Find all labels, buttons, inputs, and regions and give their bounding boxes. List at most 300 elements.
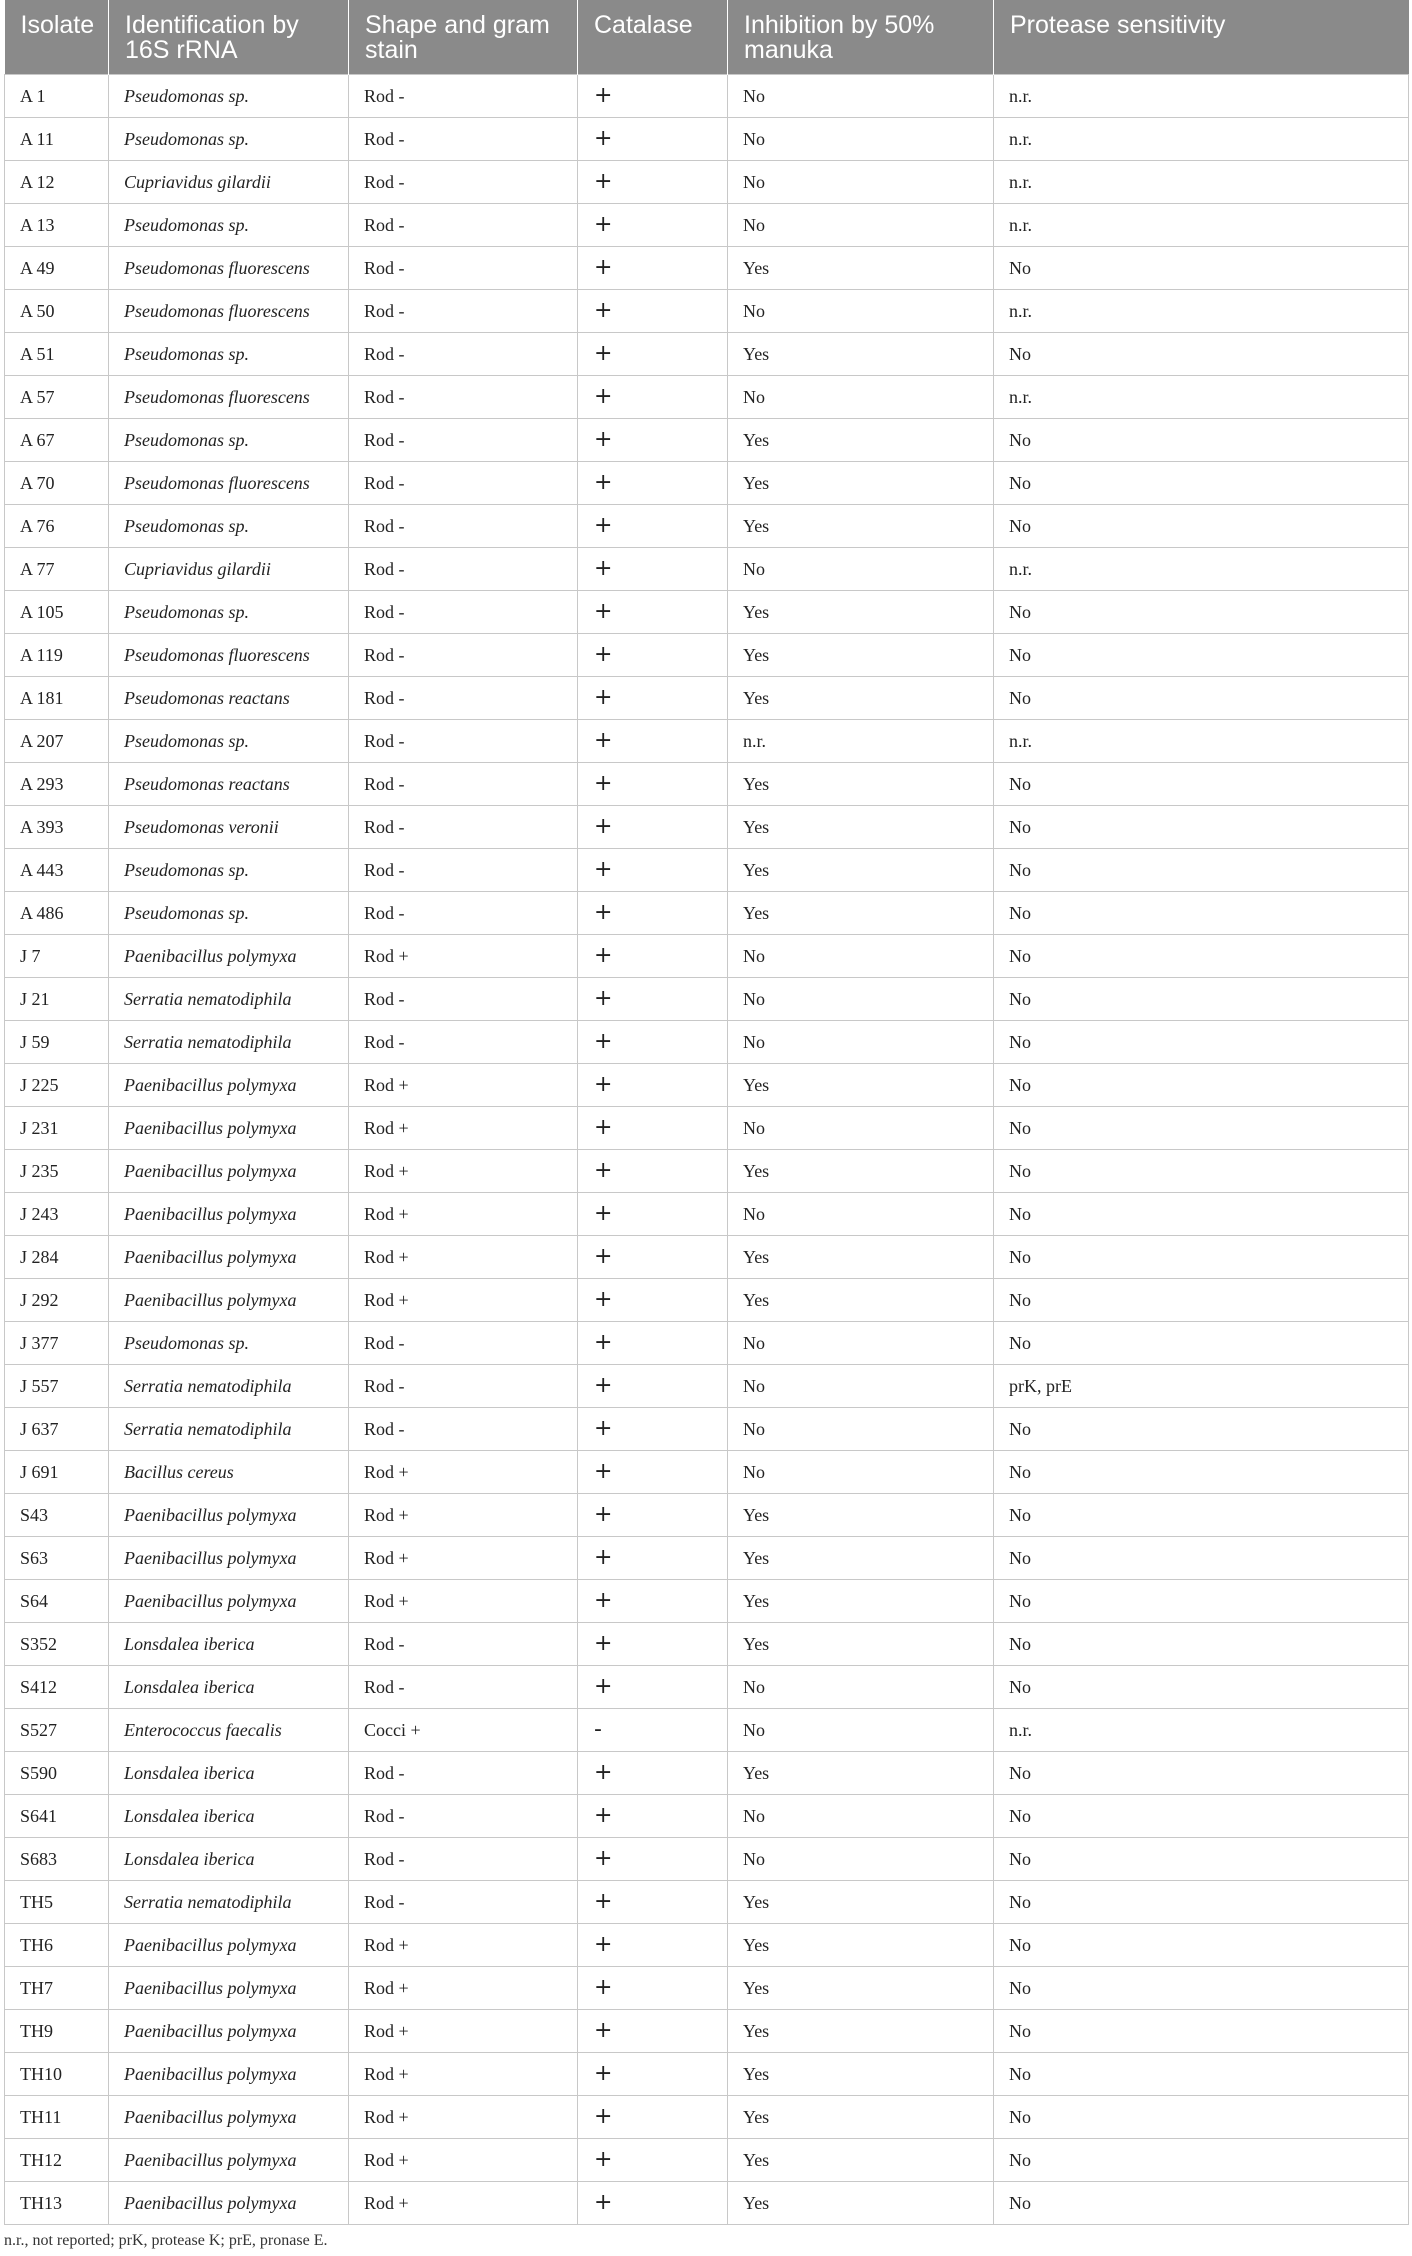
catalase-cell: + (578, 977, 728, 1020)
inhibition-cell: Yes (728, 461, 994, 504)
isolate-cell: TH7 (5, 1966, 109, 2009)
isolate-cell: S527 (5, 1708, 109, 1751)
protease-cell: No (994, 1493, 1409, 1536)
species-cell: Paenibacillus polymyxa (109, 934, 349, 977)
protease-cell: No (994, 934, 1409, 977)
isolate-cell: J 243 (5, 1192, 109, 1235)
inhibition-cell: Yes (728, 633, 994, 676)
shape-gram-cell: Rod - (349, 719, 578, 762)
table-row (5, 633, 1409, 676)
protease-cell: No (994, 1063, 1409, 1106)
species-cell: Paenibacillus polymyxa (109, 2138, 349, 2181)
species-cell: Pseudomonas sp. (109, 891, 349, 934)
isolate-cell: S352 (5, 1622, 109, 1665)
table-body (5, 74, 1409, 2224)
protease-cell: No (994, 1751, 1409, 1794)
shape-gram-cell: Rod - (349, 1880, 578, 1923)
table-row (5, 1837, 1409, 1880)
shape-gram-cell: Rod + (349, 1493, 578, 1536)
catalase-cell: + (578, 332, 728, 375)
shape-gram-cell: Rod + (349, 2009, 578, 2052)
table-row (5, 1751, 1409, 1794)
table-row (5, 1278, 1409, 1321)
inhibition-cell: No (728, 977, 994, 1020)
isolate-cell: S43 (5, 1493, 109, 1536)
catalase-cell: + (578, 1407, 728, 1450)
isolate-cell: J 557 (5, 1364, 109, 1407)
species-cell: Cupriavidus gilardii (109, 547, 349, 590)
shape-gram-cell: Rod + (349, 1450, 578, 1493)
species-cell: Pseudomonas sp. (109, 590, 349, 633)
isolate-cell: J 21 (5, 977, 109, 1020)
catalase-cell: + (578, 1751, 728, 1794)
isolate-cell: J 231 (5, 1106, 109, 1149)
inhibition-cell: No (728, 1364, 994, 1407)
protease-cell: No (994, 590, 1409, 633)
isolate-cell: TH9 (5, 2009, 109, 2052)
catalase-cell: + (578, 934, 728, 977)
inhibition-cell: No (728, 1106, 994, 1149)
species-cell: Serratia nematodiphila (109, 1020, 349, 1063)
species-cell: Serratia nematodiphila (109, 977, 349, 1020)
catalase-cell: + (578, 246, 728, 289)
table-row (5, 418, 1409, 461)
shape-gram-cell: Rod - (349, 504, 578, 547)
inhibition-cell: Yes (728, 848, 994, 891)
isolate-cell: J 691 (5, 1450, 109, 1493)
shape-gram-cell: Rod + (349, 1235, 578, 1278)
table-row (5, 719, 1409, 762)
protease-cell: No (994, 504, 1409, 547)
shape-gram-cell: Rod - (349, 1020, 578, 1063)
inhibition-cell: Yes (728, 590, 994, 633)
table-row (5, 547, 1409, 590)
shape-gram-cell: Rod - (349, 1837, 578, 1880)
protease-cell: No (994, 418, 1409, 461)
header-catalase: Catalase (578, 0, 728, 74)
inhibition-cell: No (728, 547, 994, 590)
protease-cell: No (994, 1536, 1409, 1579)
shape-gram-cell: Rod + (349, 1966, 578, 2009)
inhibition-cell: No (728, 160, 994, 203)
species-cell: Pseudomonas sp. (109, 418, 349, 461)
isolate-cell: S412 (5, 1665, 109, 1708)
inhibition-cell: Yes (728, 1493, 994, 1536)
header-inhibition: Inhibition by 50% manuka (728, 0, 994, 74)
shape-gram-cell: Rod + (349, 2095, 578, 2138)
protease-cell: No (994, 2138, 1409, 2181)
shape-gram-cell: Rod - (349, 289, 578, 332)
protease-cell: No (994, 1321, 1409, 1364)
inhibition-cell: Yes (728, 504, 994, 547)
shape-gram-cell: Rod + (349, 1192, 578, 1235)
table-row (5, 375, 1409, 418)
catalase-cell: + (578, 762, 728, 805)
catalase-cell: + (578, 74, 728, 117)
inhibition-cell: Yes (728, 332, 994, 375)
shape-gram-cell: Rod - (349, 676, 578, 719)
isolate-cell: A 13 (5, 203, 109, 246)
isolate-cell: J 284 (5, 1235, 109, 1278)
protease-cell: No (994, 1794, 1409, 1837)
shape-gram-cell: Rod - (349, 1407, 578, 1450)
species-cell: Pseudomonas sp. (109, 848, 349, 891)
catalase-cell: + (578, 418, 728, 461)
catalase-cell: + (578, 375, 728, 418)
protease-cell: n.r. (994, 117, 1409, 160)
species-cell: Paenibacillus polymyxa (109, 1235, 349, 1278)
inhibition-cell: No (728, 934, 994, 977)
catalase-cell: + (578, 1579, 728, 1622)
inhibition-cell: Yes (728, 1063, 994, 1106)
protease-cell: No (994, 461, 1409, 504)
shape-gram-cell: Rod + (349, 1278, 578, 1321)
protease-cell: No (994, 848, 1409, 891)
isolate-cell: A 70 (5, 461, 109, 504)
species-cell: Pseudomonas fluorescens (109, 246, 349, 289)
shape-gram-cell: Rod - (349, 1622, 578, 1665)
shape-gram-cell: Rod - (349, 891, 578, 934)
catalase-cell: - (578, 1708, 728, 1751)
table-row (5, 1407, 1409, 1450)
shape-gram-cell: Rod - (349, 203, 578, 246)
shape-gram-cell: Rod + (349, 2181, 578, 2224)
catalase-cell: + (578, 1192, 728, 1235)
isolate-cell: S641 (5, 1794, 109, 1837)
protease-cell: No (994, 332, 1409, 375)
inhibition-cell: No (728, 1321, 994, 1364)
table-row (5, 805, 1409, 848)
protease-cell: prK, prE (994, 1364, 1409, 1407)
protease-cell: No (994, 246, 1409, 289)
species-cell: Lonsdalea iberica (109, 1622, 349, 1665)
table-row (5, 203, 1409, 246)
isolate-cell: J 225 (5, 1063, 109, 1106)
protease-cell: No (994, 1622, 1409, 1665)
table-row (5, 1149, 1409, 1192)
table-row (5, 676, 1409, 719)
species-cell: Pseudomonas reactans (109, 762, 349, 805)
catalase-cell: + (578, 1364, 728, 1407)
protease-cell: No (994, 1579, 1409, 1622)
table-row (5, 289, 1409, 332)
shape-gram-cell: Rod - (349, 590, 578, 633)
catalase-cell: + (578, 2095, 728, 2138)
species-cell: Pseudomonas fluorescens (109, 289, 349, 332)
inhibition-cell: No (728, 1450, 994, 1493)
inhibition-cell: No (728, 1794, 994, 1837)
catalase-cell: + (578, 891, 728, 934)
catalase-cell: + (578, 1149, 728, 1192)
table-row (5, 590, 1409, 633)
species-cell: Pseudomonas sp. (109, 117, 349, 160)
inhibition-cell: Yes (728, 1751, 994, 1794)
table-row (5, 1665, 1409, 1708)
table-row (5, 2009, 1409, 2052)
isolate-cell: S63 (5, 1536, 109, 1579)
protease-cell: No (994, 1837, 1409, 1880)
inhibition-cell: Yes (728, 2052, 994, 2095)
table-footnote: n.r., not reported; prK, protease K; prE, pronase E. (4, 2232, 328, 2249)
isolate-cell: TH10 (5, 2052, 109, 2095)
isolate-cell: A 443 (5, 848, 109, 891)
isolate-cell: A 181 (5, 676, 109, 719)
isolate-cell: J 7 (5, 934, 109, 977)
inhibition-cell: No (728, 1837, 994, 1880)
protease-cell: No (994, 1149, 1409, 1192)
catalase-cell: + (578, 1966, 728, 2009)
catalase-cell: + (578, 1880, 728, 1923)
protease-cell: No (994, 1880, 1409, 1923)
shape-gram-cell: Rod - (349, 1665, 578, 1708)
inhibition-cell: Yes (728, 2009, 994, 2052)
inhibition-cell: Yes (728, 1880, 994, 1923)
protease-cell: No (994, 1020, 1409, 1063)
isolate-cell: J 292 (5, 1278, 109, 1321)
table-row (5, 1536, 1409, 1579)
table-row (5, 1321, 1409, 1364)
protease-cell: n.r. (994, 160, 1409, 203)
inhibition-cell: Yes (728, 2181, 994, 2224)
table-row (5, 1106, 1409, 1149)
inhibition-cell: No (728, 1407, 994, 1450)
isolate-cell: S683 (5, 1837, 109, 1880)
isolate-cell: TH11 (5, 2095, 109, 2138)
species-cell: Paenibacillus polymyxa (109, 1063, 349, 1106)
catalase-cell: + (578, 719, 728, 762)
table-row (5, 2095, 1409, 2138)
catalase-cell: + (578, 289, 728, 332)
species-cell: Paenibacillus polymyxa (109, 2181, 349, 2224)
shape-gram-cell: Rod - (349, 160, 578, 203)
isolate-cell: J 377 (5, 1321, 109, 1364)
table-row (5, 246, 1409, 289)
table-row (5, 977, 1409, 1020)
species-cell: Paenibacillus polymyxa (109, 1579, 349, 1622)
species-cell: Serratia nematodiphila (109, 1880, 349, 1923)
inhibition-cell: No (728, 117, 994, 160)
protease-cell: No (994, 762, 1409, 805)
shape-gram-cell: Rod - (349, 418, 578, 461)
table-row (5, 332, 1409, 375)
inhibition-cell: No (728, 203, 994, 246)
table-row (5, 74, 1409, 117)
catalase-cell: + (578, 1536, 728, 1579)
header-identification: Identification by 16S rRNA (109, 0, 349, 74)
table-row (5, 891, 1409, 934)
catalase-cell: + (578, 2181, 728, 2224)
species-cell: Cupriavidus gilardii (109, 160, 349, 203)
protease-cell: No (994, 1923, 1409, 1966)
shape-gram-cell: Rod - (349, 246, 578, 289)
inhibition-cell: No (728, 74, 994, 117)
shape-gram-cell: Rod - (349, 762, 578, 805)
species-cell: Pseudomonas fluorescens (109, 461, 349, 504)
catalase-cell: + (578, 805, 728, 848)
species-cell: Pseudomonas fluorescens (109, 375, 349, 418)
inhibition-cell: Yes (728, 1149, 994, 1192)
shape-gram-cell: Rod + (349, 1106, 578, 1149)
inhibition-cell: Yes (728, 1923, 994, 1966)
table-row (5, 1708, 1409, 1751)
shape-gram-cell: Rod + (349, 1579, 578, 1622)
catalase-cell: + (578, 1622, 728, 1665)
isolate-cell: A 51 (5, 332, 109, 375)
table-row (5, 848, 1409, 891)
isolate-cell: A 105 (5, 590, 109, 633)
catalase-cell: + (578, 1493, 728, 1536)
isolate-cell: A 11 (5, 117, 109, 160)
shape-gram-cell: Rod - (349, 977, 578, 1020)
inhibition-cell: No (728, 1665, 994, 1708)
isolate-cell: S590 (5, 1751, 109, 1794)
shape-gram-cell: Rod - (349, 332, 578, 375)
inhibition-cell: Yes (728, 1579, 994, 1622)
catalase-cell: + (578, 1450, 728, 1493)
inhibition-cell: No (728, 289, 994, 332)
protease-cell: n.r. (994, 547, 1409, 590)
table-row (5, 2052, 1409, 2095)
shape-gram-cell: Rod - (349, 461, 578, 504)
protease-cell: No (994, 891, 1409, 934)
protease-cell: n.r. (994, 1708, 1409, 1751)
protease-cell: n.r. (994, 203, 1409, 246)
shape-gram-cell: Rod - (349, 375, 578, 418)
table-row (5, 934, 1409, 977)
table-row (5, 2138, 1409, 2181)
inhibition-cell: Yes (728, 1536, 994, 1579)
catalase-cell: + (578, 1837, 728, 1880)
protease-cell: No (994, 1966, 1409, 2009)
catalase-cell: + (578, 848, 728, 891)
protease-cell: No (994, 1192, 1409, 1235)
table-row (5, 1235, 1409, 1278)
isolate-cell: A 1 (5, 74, 109, 117)
isolate-cell: S64 (5, 1579, 109, 1622)
shape-gram-cell: Rod - (349, 1321, 578, 1364)
shape-gram-cell: Rod - (349, 1751, 578, 1794)
table-row (5, 1622, 1409, 1665)
table-row (5, 1966, 1409, 2009)
catalase-cell: + (578, 1235, 728, 1278)
species-cell: Paenibacillus polymyxa (109, 1149, 349, 1192)
catalase-cell: + (578, 1063, 728, 1106)
catalase-cell: + (578, 676, 728, 719)
table-row (5, 117, 1409, 160)
species-cell: Lonsdalea iberica (109, 1794, 349, 1837)
protease-cell: No (994, 2181, 1409, 2224)
inhibition-cell: Yes (728, 805, 994, 848)
isolate-cell: A 486 (5, 891, 109, 934)
species-cell: Pseudomonas fluorescens (109, 633, 349, 676)
isolate-cell: A 50 (5, 289, 109, 332)
isolate-cell: TH5 (5, 1880, 109, 1923)
species-cell: Paenibacillus polymyxa (109, 1923, 349, 1966)
shape-gram-cell: Rod - (349, 547, 578, 590)
table-row (5, 2181, 1409, 2224)
catalase-cell: + (578, 2009, 728, 2052)
protease-cell: No (994, 633, 1409, 676)
catalase-cell: + (578, 1020, 728, 1063)
protease-cell: No (994, 1665, 1409, 1708)
inhibition-cell: No (728, 1708, 994, 1751)
inhibition-cell: Yes (728, 891, 994, 934)
header-protease: Protease sensitivity (994, 0, 1409, 74)
inhibition-cell: Yes (728, 1278, 994, 1321)
catalase-cell: + (578, 547, 728, 590)
protease-cell: n.r. (994, 719, 1409, 762)
inhibition-cell: Yes (728, 1622, 994, 1665)
catalase-cell: + (578, 590, 728, 633)
catalase-cell: + (578, 203, 728, 246)
inhibition-cell: Yes (728, 1966, 994, 2009)
isolate-cell: J 59 (5, 1020, 109, 1063)
inhibition-cell: Yes (728, 2095, 994, 2138)
isolate-cell: A 67 (5, 418, 109, 461)
catalase-cell: + (578, 504, 728, 547)
species-cell: Paenibacillus polymyxa (109, 2052, 349, 2095)
isolate-cell: A 77 (5, 547, 109, 590)
shape-gram-cell: Rod - (349, 117, 578, 160)
isolate-cell: A 293 (5, 762, 109, 805)
species-cell: Bacillus cereus (109, 1450, 349, 1493)
catalase-cell: + (578, 1106, 728, 1149)
inhibition-cell: Yes (728, 762, 994, 805)
table-row (5, 160, 1409, 203)
protease-cell: No (994, 1278, 1409, 1321)
species-cell: Pseudomonas sp. (109, 504, 349, 547)
isolate-cell: A 119 (5, 633, 109, 676)
catalase-cell: + (578, 461, 728, 504)
shape-gram-cell: Rod - (349, 1794, 578, 1837)
species-cell: Paenibacillus polymyxa (109, 1106, 349, 1149)
header-shape-gram: Shape and gram stain (349, 0, 578, 74)
isolate-cell: A 57 (5, 375, 109, 418)
species-cell: Paenibacillus polymyxa (109, 1966, 349, 2009)
isolate-cell: TH12 (5, 2138, 109, 2181)
species-cell: Lonsdalea iberica (109, 1751, 349, 1794)
inhibition-cell: n.r. (728, 719, 994, 762)
species-cell: Paenibacillus polymyxa (109, 1278, 349, 1321)
shape-gram-cell: Rod + (349, 1063, 578, 1106)
isolate-cell: TH13 (5, 2181, 109, 2224)
species-cell: Pseudomonas sp. (109, 74, 349, 117)
catalase-cell: + (578, 1665, 728, 1708)
shape-gram-cell: Rod - (349, 805, 578, 848)
species-cell: Serratia nematodiphila (109, 1364, 349, 1407)
species-cell: Paenibacillus polymyxa (109, 1192, 349, 1235)
inhibition-cell: Yes (728, 676, 994, 719)
inhibition-cell: Yes (728, 1235, 994, 1278)
species-cell: Pseudomonas sp. (109, 719, 349, 762)
species-cell: Pseudomonas sp. (109, 1321, 349, 1364)
catalase-cell: + (578, 2052, 728, 2095)
protease-cell: n.r. (994, 289, 1409, 332)
protease-cell: n.r. (994, 375, 1409, 418)
isolate-cell: J 235 (5, 1149, 109, 1192)
isolate-cell: A 12 (5, 160, 109, 203)
protease-cell: No (994, 1407, 1409, 1450)
species-cell: Paenibacillus polymyxa (109, 2095, 349, 2138)
table-row (5, 1020, 1409, 1063)
catalase-cell: + (578, 633, 728, 676)
isolate-cell: A 76 (5, 504, 109, 547)
header-isolate: Isolate (5, 0, 109, 74)
protease-cell: No (994, 1450, 1409, 1493)
table-row (5, 461, 1409, 504)
protease-cell: No (994, 676, 1409, 719)
species-cell: Paenibacillus polymyxa (109, 1493, 349, 1536)
